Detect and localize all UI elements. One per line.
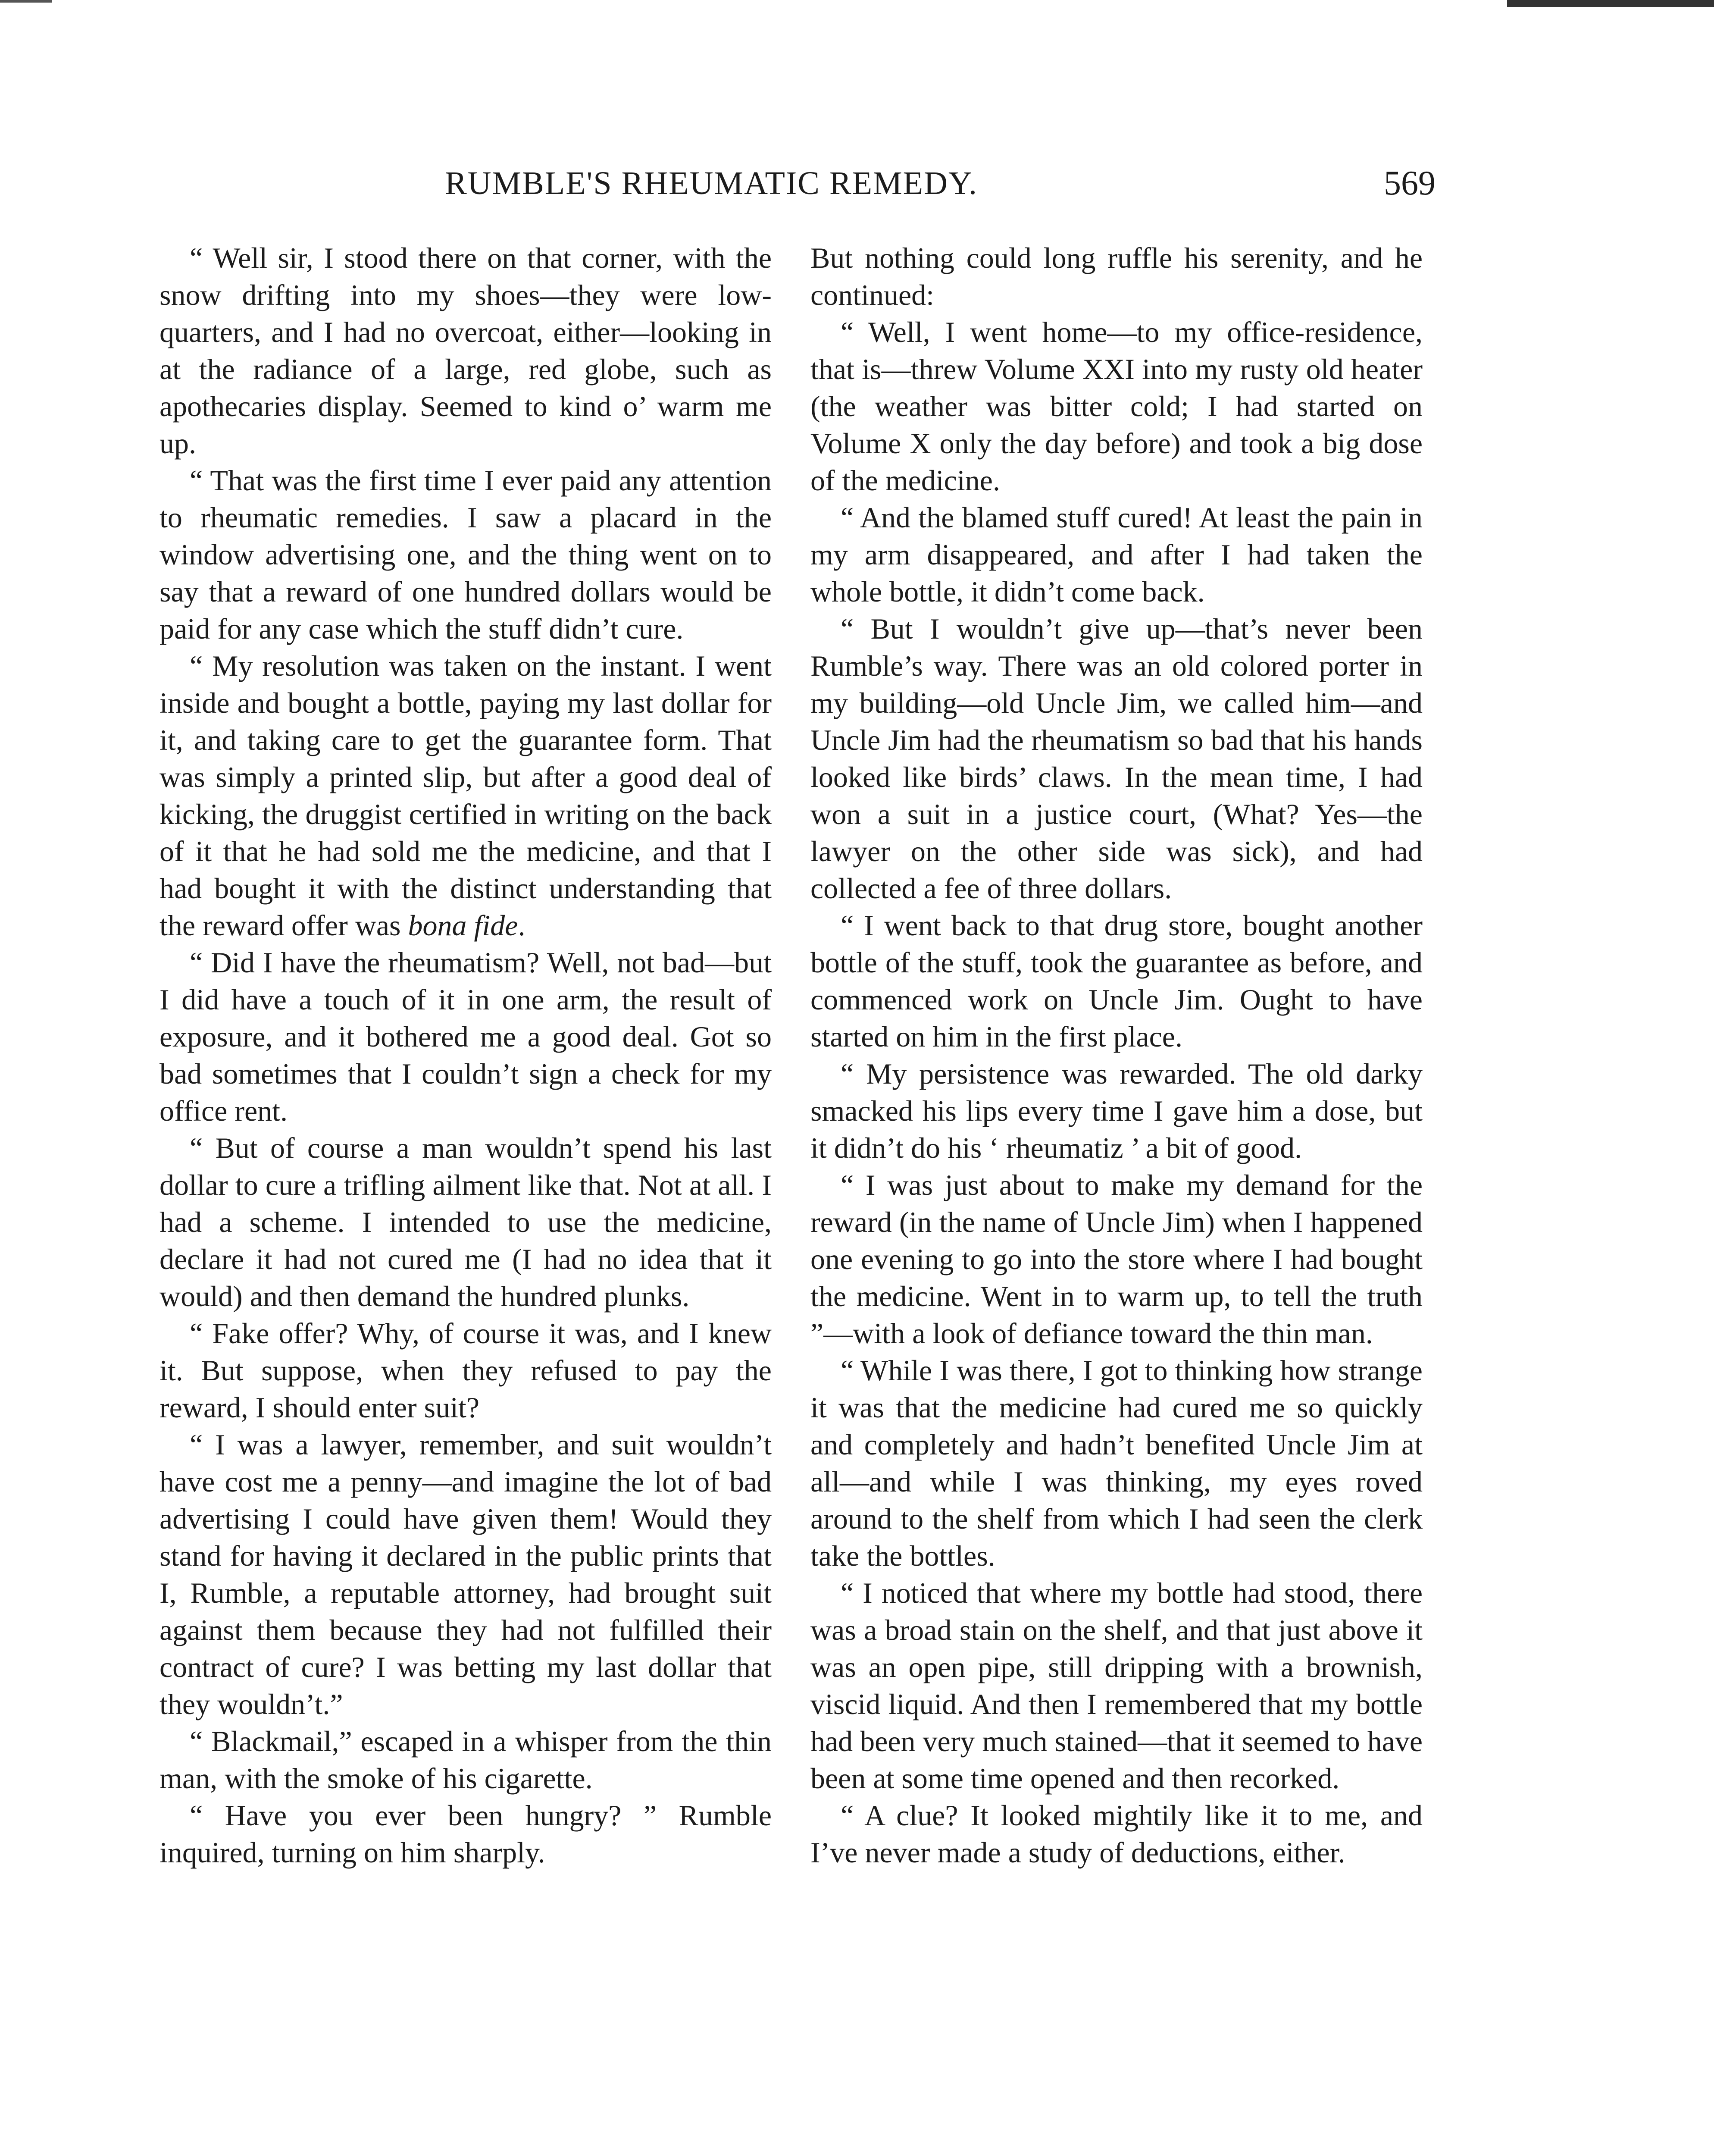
scan-edge-mark-right — [1507, 0, 1714, 7]
paragraph: “ But of course a man wouldn’t spend his last dollar to cure a trifling ailment like that. Not at all. I had a scheme. I intended to use the medicine, declare it had not cured me (I had no idea that it would) and then demand the hundred plunks. — [160, 1131, 772, 1313]
paragraph: “ Have you ever been hungry? ” Rumble inquired, turning on him sharply. — [160, 1799, 772, 1869]
paragraph-text-end: . — [518, 909, 525, 942]
paragraph — [160, 647, 772, 944]
paragraph: But nothing could long ruffle his serenity, and he continued: — [810, 241, 1423, 311]
text-column-left — [160, 239, 772, 1871]
paragraph: “ My persistence was rewarded. The old darky smacked his lips every time I gave him a dose, but it didn’t do his ‘ rheumatiz ’ a bit of good. — [810, 1057, 1423, 1164]
scan-edge-mark-left — [0, 0, 52, 3]
paragraph-text: “ My resolution was taken on the instant. I went inside and bought a bottle, paying my last dollar for it, and taking care to get the guarantee form. That was simply a printed slip, but after a good deal of kicking, the druggist certified in writing on the back of it that he had sold me the medicine, and that I had bought it with the distinct understanding that the reward offer was — [160, 649, 772, 942]
paragraph: “ I was a lawyer, remember, and suit wouldn’t have cost me a penny—and imagine the lot of bad advertising I could have given them! Would they stand for having it declared in the public prints that I, Rumble, a reputable attorney, had brought suit against them because they had not fulfilled their contract of cure? I was betting my last dollar that they wouldn’t.” — [160, 1428, 772, 1720]
paragraph: “ But I wouldn’t give up—that’s never been Rumble’s way. There was an old colored porter in my building—old Uncle Jim, we called him—and Uncle Jim had the rheumatism so bad that his hands looked like birds’ claws. In the mean time, I had won a suit in a justice court, (What? Yes—the lawyer on the other side was sick), and had collected a fee of three dollars. — [810, 612, 1423, 905]
paragraph: “ A clue? It looked mightily like it to me, and I’ve never made a study of deductions, either. — [810, 1799, 1423, 1869]
paragraph: “ I was just about to make my demand for the reward (in the name of Uncle Jim) when I happened one evening to go into the store where I had bought the medicine. Went in to warm up, to tell the truth ”—with a look of defiance toward the thin man. — [810, 1169, 1423, 1350]
running-title: RUMBLE'S RHEUMATIC REMEDY. — [444, 165, 978, 201]
paragraph: “ I went back to that drug store, bought another bottle of the stuff, took the guarantee as before, and commenced work on Uncle Jim. Ought to have started on him in the first place. — [810, 909, 1423, 1053]
paragraph: “ While I was there, I got to thinking how strange it was that the medicine had cured me so quickly and completely and hadn’t benefited Uncle Jim at all—and while I was thinking, my eyes roved around to the shelf from which I had seen the clerk take the bottles. — [810, 1354, 1423, 1572]
paragraph: “ Fake offer? Why, of course it was, and I knew it. But suppose, when they refused to pay the reward, I should enter suit? — [160, 1317, 772, 1424]
paragraph: “ Did I have the rheumatism? Well, not bad—but I did have a touch of it in one arm, the result of exposure, and it bothered me a good deal. Got so bad sometimes that I couldn’t sign a check for my office rent. — [160, 946, 772, 1127]
paragraph: “ Well sir, I stood there on that corner, with the snow drifting into my shoes—they were low-quarters, and I had no overcoat, either—looking in at the radiance of a large, red globe, such as apothecaries display. Seemed to kind o’ warm me up. — [160, 241, 772, 460]
page-number: 569 — [1384, 164, 1436, 202]
paragraph: “ That was the first time I ever paid any attention to rheumatic remedies. I saw a placard in the window advertising one, and the thing went on to say that a reward of one hundred dollars would be paid for any case which the stuff didn’t cure. — [160, 464, 772, 645]
paragraph: “ Blackmail,” escaped in a whisper from the thin man, with the smoke of his cigarette. — [160, 1725, 772, 1795]
page-header — [160, 160, 1436, 224]
italic-phrase: bona fide — [408, 909, 518, 942]
paragraph: “ I noticed that where my bottle had stood, there was a broad stain on the shelf, and that just above it was an open pipe, still dripping with a brownish, viscid liquid. And then I remembered that my bottle had been very much stained—that it seemed to have been at some time opened and then recorked. — [810, 1576, 1423, 1795]
paragraph: “ Well, I went home—to my office-residence, that is—threw Volume XXI into my rusty old heater (the weather was bitter cold; I had started on Volume X only the day before) and took a big dose of the medicine. — [810, 316, 1423, 497]
text-column-right — [810, 239, 1423, 1871]
paragraph: “ And the blamed stuff cured! At least the pain in my arm disappeared, and after I had taken the whole bottle, it didn’t come back. — [810, 501, 1423, 608]
